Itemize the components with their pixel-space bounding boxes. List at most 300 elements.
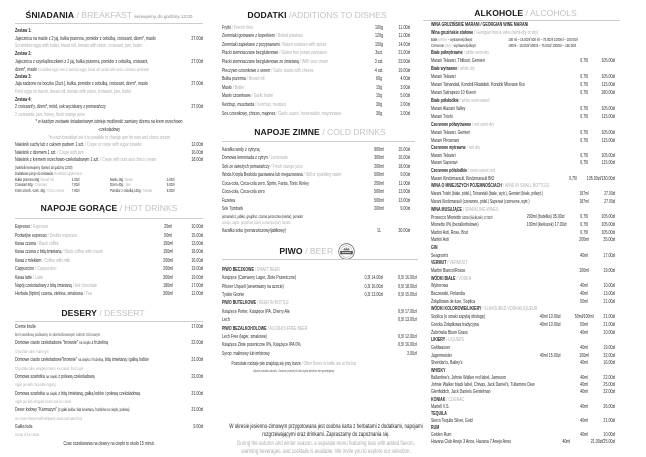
alcohol-color: (red) <box>444 43 451 48</box>
item-price: 5.00zł <box>400 93 411 100</box>
item-name-en: / Baked potatoes with spices <box>281 42 327 48</box>
supplements-label-en: Breakfast supplements: <box>54 170 83 176</box>
dessert-item <box>15 373 203 390</box>
addition-item <box>222 32 417 41</box>
breakfast-title-en: / BREAKFAST <box>76 9 132 20</box>
dessert-price: 22.00zł <box>191 340 204 347</box>
alcohol-item <box>431 81 620 89</box>
dessert-main-row <box>15 356 203 364</box>
addition-item <box>222 41 417 50</box>
item-size: 120g <box>375 33 384 40</box>
dessert-item <box>15 390 203 407</box>
cold-drink-item <box>222 205 417 227</box>
item-name-en: / French fries <box>232 25 253 31</box>
item-size: 30g <box>376 110 383 117</box>
item-size: 150ml <box>163 249 174 256</box>
alcohol-item <box>431 137 620 145</box>
beer-price-large: 0,5l 16.00zł <box>398 342 417 349</box>
alcohol-name: Czerwone <box>431 43 445 48</box>
alcohol-name: Marani Alazani Valley <box>431 106 466 112</box>
item-size: 3szt. <box>375 50 383 57</box>
jam-note <box>15 119 203 142</box>
item-price: 3.00zł <box>400 84 411 91</box>
item-name: Naleśnik z dżemem 1 szt. <box>15 149 57 156</box>
alcohol-price: 10.00zł <box>603 329 616 336</box>
alcohol-volume: 40ml <box>562 439 571 446</box>
alcohol-items <box>431 314 620 337</box>
alcohol-section-title-en: / red dry <box>467 145 480 151</box>
supplement-name: Masło 15g <box>110 176 124 182</box>
beer-price-large: 0,5l 16.00zł <box>398 275 417 282</box>
alcohol-item <box>431 375 620 382</box>
alcohol-item <box>431 222 620 230</box>
supplement-name: Bułka pszenna 60g <box>15 176 40 182</box>
alcohol-item <box>431 389 620 396</box>
hot-drink-item <box>15 223 203 231</box>
item-name-en: / Crepe with jam <box>57 150 83 156</box>
alcohol-item <box>431 360 620 368</box>
set-description-cont: dżem*, masło <box>15 67 37 74</box>
alcohol-section-title: WINA MUSUJĄCE <box>431 206 462 213</box>
beer-item <box>222 333 417 341</box>
item-size: 200ml <box>374 163 385 170</box>
breakfast-title: ŚNIADANIA <box>25 9 75 20</box>
alcohol-items <box>431 153 620 168</box>
alcohol-section <box>431 65 620 97</box>
alcohol-volume: 50ml <box>580 321 589 328</box>
item-price: 2.00zł <box>400 110 411 117</box>
item-price: 15.00zł <box>398 146 411 153</box>
alcohol-section-title: Wina gruzińskie stołowe <box>431 30 474 36</box>
beer-item <box>222 341 417 349</box>
alcohol-volume: 100ml <box>579 352 590 359</box>
alcohol-volume: 40ml <box>580 291 589 298</box>
beer-group <box>222 299 417 324</box>
dessert-sub-row <box>15 365 203 373</box>
alcohol-name: Żubrówka Bison Grass <box>431 329 468 336</box>
syrup-name: Syrop: malinowy lub imbirowy <box>222 350 270 357</box>
alcohol-price: 25.00zł <box>603 382 616 389</box>
desserts-wait-note: Czas oczekiwania na desery na ciepło to około 15 minut. <box>63 440 155 447</box>
supplement-name-en: / Bread roll <box>40 177 54 182</box>
alcohol-section-title-row <box>431 65 620 73</box>
alcohol-items <box>431 253 620 261</box>
item-size: 180ml <box>163 283 174 290</box>
set-description-en: Fried eggs on bacon, bread roll, tomato with onion, croissant, jam, butter <box>15 88 132 95</box>
item-name: Coca-cola, Coca-cola zero, Sprite, Fanta, Tonic Kinley <box>222 180 309 187</box>
item-price: 16.00zł <box>191 257 204 264</box>
item-name: Kawa czarna <box>15 241 36 248</box>
alcohol-name: Soplica (o smaki zapytaj obsługę) <box>431 314 486 321</box>
alcohol-section <box>431 306 620 337</box>
alcohol-section <box>431 397 620 411</box>
cold-drink-row <box>222 197 417 206</box>
bar-note: Pozostałe rodzaje piw znajdują się przy barze <box>231 361 301 367</box>
alcohol-price: 10.00zł <box>603 432 616 439</box>
dessert-item <box>15 323 203 340</box>
addition-item <box>222 67 417 76</box>
set-price: 27.00zł <box>191 104 204 111</box>
alcohol-item <box>431 230 620 238</box>
alcohol-name: Białe <box>431 37 438 42</box>
alcohol-price: 105.00zł <box>601 152 616 159</box>
alcohol-section-title-en: / semi-sweet red <box>468 168 495 174</box>
alcohol-section <box>431 425 620 446</box>
alcohol-section <box>431 168 620 183</box>
alcohol-price: 180.00zł <box>601 90 616 96</box>
alcohol-section-title-row <box>431 168 620 176</box>
dessert-name-detail: na ciepło z frużeliną, <box>78 357 104 363</box>
beer-group-title-row <box>222 325 417 333</box>
alcohol-items <box>431 404 620 411</box>
beer-notes <box>222 360 366 374</box>
set-description-row <box>15 36 203 44</box>
desserts-title-en: / DESSERT <box>99 307 145 318</box>
set-name: Zestaw 3: <box>15 73 32 80</box>
alcohol-volume: 0,75l <box>580 82 589 88</box>
alcohol-item <box>431 439 620 446</box>
hot-drink-item <box>15 282 203 290</box>
item-name: Sos czosnkowy, chrzan, majonez <box>222 110 276 117</box>
item-price: 11.00zł <box>398 180 411 187</box>
alcohol-item <box>431 382 620 389</box>
item-price: 10.00zł <box>191 224 204 231</box>
alcohol-section <box>431 145 620 168</box>
set-description: Jajecznica z szynką/boczkiem z 2 jaj, bułka pszenna, pomidor z cebulką, croissant, <box>15 58 149 65</box>
beer-price-large: 0,5l 13.00zł <box>398 317 417 324</box>
beer-price-large: 0,5l 15.00zł <box>398 291 417 298</box>
breakfast-set <box>15 28 203 51</box>
alcohol-items <box>431 268 620 276</box>
alcohol-section <box>431 121 620 145</box>
alcohol-price: 22.00zł <box>603 375 616 382</box>
alcohol-section-title-row <box>431 368 620 375</box>
item-size: 25ml <box>164 224 173 231</box>
supplement-name-en: / Croissant <box>33 182 47 187</box>
cold-drink-row <box>222 171 417 180</box>
item-price: 18.00zł <box>191 249 204 256</box>
alcohol-volume: 40ml <box>580 360 589 367</box>
alcohol-item <box>431 89 620 97</box>
item-size: 4 szt. <box>374 67 384 74</box>
dessert-description-en: Chocolate cake, fruit in gel <box>15 348 49 354</box>
beer-item <box>222 291 417 299</box>
hot-drink-item <box>15 232 203 240</box>
item-size: 900ml <box>374 146 385 153</box>
alcohol-items <box>431 345 620 368</box>
dessert-sub-row <box>15 398 203 406</box>
item-price: 2.00zł <box>400 102 411 109</box>
item-name: Coca-cola, Coca-cola zero <box>222 189 265 196</box>
alcohol-section <box>431 49 620 65</box>
item-name: Kawa z mlekiem <box>15 257 42 264</box>
dessert-item <box>15 356 203 373</box>
alcohol-items <box>431 105 620 121</box>
alcohol-price: 115.00zł <box>601 160 616 167</box>
alcohol-section-title-row <box>431 425 620 432</box>
cold-drink-row <box>222 163 417 172</box>
supplement-name: Dżem 40g <box>110 182 123 188</box>
alcohol-section-title: WINA GRUZIŃSKIE MARANI / GEORGIAN WINE MARANI <box>431 22 529 28</box>
item-name: Placki ziemniaczane bezglutenowe ze śmietaną <box>222 59 299 66</box>
beer-title: PIWO <box>279 245 303 256</box>
item-size: 50ml <box>164 232 173 239</box>
alcohol-volume: 0,75l <box>580 114 589 120</box>
alcohol-section-title-row <box>431 49 620 57</box>
alcohol-volume: 50ml <box>580 298 589 305</box>
alcohol-item <box>431 160 620 168</box>
item-name-en: / Black coffee with cream <box>62 249 102 255</box>
middle-column <box>222 0 423 457</box>
alcohol-item <box>431 291 620 299</box>
seasonal-pl-line-2: rozgrzewającymi oraz drinkami. Zapraszamy do zapoznania się. <box>262 431 390 438</box>
item-name: Naleśnik z kremem orzechowo-czekoladowym 1 szt. <box>15 157 100 164</box>
addition-item <box>222 84 417 93</box>
item-price: 11.00zł <box>398 24 411 31</box>
alcohol-volume: 0,75l <box>580 58 589 64</box>
set-description-row <box>15 104 203 112</box>
cold-drink-item <box>222 227 417 236</box>
hot-drinks-title: NAPOJE GORĄCE <box>40 202 118 213</box>
syrup-row <box>222 350 417 358</box>
seasonal-pl-line-1: W okresie jesienno-zimowym przygotowana jest osobna karta z herbatami z dodatkami, napojami <box>229 423 423 430</box>
supplement-name-en: / Choco cream <box>46 188 64 193</box>
item-name: Masło <box>222 84 232 91</box>
item-name: Sok Tymbark <box>222 206 244 213</box>
dessert-name: Creme brulle <box>15 323 36 330</box>
left-column <box>15 0 203 457</box>
alcohol-price: 19.00zł <box>603 344 616 351</box>
item-name: Ziemniaki gotowane z koperkiem <box>222 33 275 40</box>
item-name-en: / Crepe with nuts and choco cream <box>100 157 156 163</box>
alcohol-section <box>431 337 620 368</box>
alcohol-name: Marani Kindzmarauli, Kindzmarauli BIO <box>431 175 495 182</box>
dessert-name: Domowe ciasto czekoladowe "brownie" <box>15 340 79 347</box>
item-name: Espresso <box>15 224 31 231</box>
alcohol-volume: 0,75l <box>568 175 577 182</box>
dessert-description-en: Ice cream dessert with whipped cream and warm fruit <box>15 415 83 421</box>
item-price: 9.00zł <box>400 172 411 179</box>
alcohol-volume: 187ml <box>579 198 589 205</box>
item-name: Kawa czarna z bitą śmietaną <box>15 249 62 256</box>
supplement-price: 5.00zł <box>166 182 175 188</box>
alcohol-volume: 40ml <box>580 403 589 410</box>
alcohol-volume: 40ml <box>580 432 589 439</box>
item-name: Placki ziemniaczane bezglutenowe <box>222 50 279 57</box>
beer-price-small: 0,3l 13.00zł <box>364 291 384 298</box>
beer-item <box>222 316 417 324</box>
alcohol-price: 105.00zł <box>601 229 616 236</box>
beer-items <box>222 274 417 299</box>
dessert-name-detail: (2 gałki lodów, bita śmietana, frużelina na ciepło, polewa) <box>57 407 130 413</box>
alcohol-sections <box>431 21 620 446</box>
supplement-name-en: / Jam <box>124 182 131 187</box>
item-name: Herbata (lipton) czarna, zielona, smakowa <box>15 291 83 298</box>
item-size: 300ml <box>374 155 385 162</box>
item-price: 18.00zł <box>191 157 204 164</box>
item-name: Napój czekoladowy z bitą śmietaną <box>15 283 72 290</box>
item-name-en: / Crepe or crepe with sugar powder <box>85 142 142 148</box>
alcohol-volume: 40ml <box>580 283 589 290</box>
alcohol-item <box>431 199 620 207</box>
alcohol-volume: 0,75l <box>580 221 589 228</box>
item-name: Ziemniaki zapiekane z przyprawami <box>222 41 280 48</box>
alcohol-section-title-row <box>431 207 620 215</box>
alcohol-extra-price: 40ml 10.00zł <box>539 314 561 321</box>
alcohol-item <box>431 314 620 322</box>
alcohol-section-title-en: / white semi-dry <box>464 50 489 56</box>
alcohol-section <box>431 183 620 206</box>
alcohol-section-title-en: / red semi-dry <box>472 122 494 128</box>
hot-drinks-title-en: / HOT DRINKS <box>119 202 178 213</box>
beer-name: Pilsner Urquell (serwowany na azocie) <box>222 283 284 290</box>
item-size: 250ml <box>374 180 385 187</box>
alcohol-warning: Alkohol szkodzi zdrowiu. Osobom poniżej 18 roku życia alkoholu nie sprzedajemy. <box>253 369 335 373</box>
alcohol-item <box>431 237 620 245</box>
alcohol-section-title-en: / white semi-sweet <box>460 98 490 104</box>
dessert-price: 31.00zł <box>191 357 204 364</box>
dessert-sub-row <box>15 331 203 339</box>
alcohol-extra-price: 100 ml – 16.00zł/ 500 ml – 75.00zł/ 1000ml – 150.00zł <box>508 37 578 42</box>
alcohol-item <box>431 268 620 276</box>
alcohol-extra-price: 200ml (butelka) 35.00zł <box>526 214 565 221</box>
alcohol-price: 27.00zł <box>604 191 616 198</box>
alcohol-item <box>431 191 620 199</box>
dessert-name: Gałka loda <box>15 423 33 430</box>
item-price: 13.00zł <box>398 197 411 204</box>
alcohol-volume: 0,75l <box>580 229 589 236</box>
alcohol-item <box>431 113 620 121</box>
alcohol-section-title: RUM <box>431 425 440 432</box>
alcohol-section <box>431 21 620 29</box>
alcohol-name: Marani Kindzmarauli (czerwone, półsł.) Saperavi (czerwone, wytr.) <box>431 198 530 205</box>
alcohol-name: Prosecco Mionetto <box>431 215 462 222</box>
seasonal-en-line-2: warming beverages, and cocktails is available. We invite you to explore our selection. <box>241 448 411 455</box>
beer-items <box>222 333 417 350</box>
dessert-name-detail: na ciepło <box>45 390 58 396</box>
alcohol-name: Marani Telavari <box>431 74 456 80</box>
dessert-description: krem waniliowy podawany ze skarmelizowanym cukrem trzcinowym <box>15 332 101 338</box>
item-name-en: / Ketchup, mustard <box>255 102 285 108</box>
alcohol-volume: 0,75l <box>580 90 589 96</box>
item-size: 200ml <box>163 266 174 273</box>
crepe-item <box>15 157 203 165</box>
alcohol-price: 27.00zł <box>604 198 616 205</box>
set-description-en: Scrambled eggs, ham or bacon(2 eggs), bread roll, tomato with onion, croissant, jam/butter <box>38 67 150 73</box>
item-name: Karafka soku (pomarańczowy/jabłkowy) <box>222 227 286 234</box>
set-description: Jaja sadzone na boczku (2szt.), bułka, pomidor z cebulką, croissant, dżem*, masło <box>15 81 148 88</box>
beer-name: Lech Free (lager, smakowe) <box>222 333 267 340</box>
alcohol-extra-price: 100ml (kieliszek) 17.00zł <box>526 221 567 228</box>
jam-note-line-1: * w każdym zestawie śniadaniowym istnieje możliwość zamiany dżemu na krem orzechowo <box>35 119 183 126</box>
alcohol-section-title-en: / WINE IN SMALL BOTTLES <box>503 183 549 189</box>
hot-drinks-list <box>15 223 203 299</box>
item-name-en: / Tea <box>84 291 92 297</box>
alcohol-price: 115.00zł <box>601 138 616 144</box>
juice-flavors: pomarańcz, jabłko, grejpfrut, czarna porzeczka (nektar), pomidor <box>222 213 304 219</box>
alcohol-volume: 0,75l <box>580 74 589 80</box>
dessert-description-en: Chocolate cake, whipped cream, ice cream, fruit in gel <box>15 365 84 371</box>
alcohol-section-title-en: / LIQUERS <box>446 337 464 343</box>
dessert-name-rest: bitą śmietaną i gałką lodów <box>104 357 149 364</box>
item-size: 200ml <box>374 206 385 213</box>
dessert-name: Deser lodowy "Karmazyn" <box>15 407 57 414</box>
dessert-sub-row <box>15 348 203 356</box>
alcohol-item <box>431 105 620 113</box>
supplement-item <box>110 188 203 194</box>
set-description-row <box>15 59 203 67</box>
item-price: 12.00zł <box>191 291 204 298</box>
dessert-sub-row <box>15 381 203 389</box>
item-name: Naleśnik suchy lub z cukrem pudrem 1 szt. <box>15 142 85 149</box>
alcohol-section-title: WHISKY <box>431 367 446 374</box>
juice-flavors-en: orange, apple, grapefruit, black currant(nectar), tomato <box>222 220 291 226</box>
alcohol-name: Mionetto 0% (bezalkoholowe) <box>431 221 479 228</box>
alcohol-name: Marani Saperavi <box>431 160 458 167</box>
item-name-en: / Coffee with milk <box>42 258 70 264</box>
syrup-price: 3.00zł <box>407 350 417 357</box>
alcohol-section-title: WINA O MNIEJSZYCH POJEMNOŚCIACH <box>431 183 502 190</box>
item-name-en: / Cappuccino <box>35 266 56 272</box>
alcohol-item <box>431 253 620 261</box>
item-name-en: / Latte <box>33 275 43 281</box>
hot-drink-item <box>15 248 203 256</box>
item-name: Frytki <box>222 24 231 31</box>
alcohol-price: 26.00zł <box>603 403 616 410</box>
alcohol-price: 32.00zł <box>603 389 616 396</box>
alcohol-price: 105.00zł <box>601 214 616 221</box>
alcohol-price: 13.00zł <box>603 291 616 298</box>
supplement-price: 4.00zł <box>71 176 80 182</box>
addition-item <box>222 24 417 33</box>
alcohol-name: Marani Telavari <box>431 152 456 159</box>
alcohol-section-title: Czerwone półwytrawne <box>431 122 472 128</box>
cold-drink-item <box>222 197 417 206</box>
alcohol-item <box>431 432 620 439</box>
additions-list <box>222 24 417 119</box>
alcohol-volume: 0,75l <box>580 214 589 221</box>
alcohol-name: Martini Asti <box>431 237 449 244</box>
alcohol-section-title-en: / VODKA <box>456 276 471 282</box>
item-size: 300ml <box>163 274 174 281</box>
beer-price-large: 0,5l 17.00zł <box>398 308 417 315</box>
item-price: 17.00zł <box>191 283 204 290</box>
item-name: Pieczywo czosnkowe z serem <box>222 67 271 74</box>
item-size: 30g <box>376 102 383 109</box>
alcohol-section-title-row <box>431 29 620 37</box>
alcohol-name: Baczewski, Finlandia <box>431 291 465 298</box>
alcohol-section-title: TEQUILA <box>431 410 447 417</box>
supplement-price: 3.00zł <box>166 176 175 182</box>
alcohol-volume: 40ml <box>580 417 589 424</box>
alcohol-section <box>431 276 620 307</box>
addition-item <box>222 110 417 119</box>
alcohol-volume: 40ml <box>580 389 589 396</box>
item-price: 13.00zł <box>191 241 204 248</box>
alcohol-section-title-row <box>431 337 620 345</box>
item-name-en: / Garlic sauce, horseradish, mayonnaise <box>276 111 341 117</box>
alcohol-item <box>431 418 620 425</box>
alcohol-price: 115.00zł <box>601 82 616 88</box>
item-name-en: / Garlic toasts with cheese <box>271 68 313 74</box>
beer-items <box>222 308 417 325</box>
alcohol-name: Havana Club Anejo 3 Anos, Havana 7 Anejo Anos <box>431 439 511 446</box>
beer-name: Książęce Złote pszeniczne 0%, Książęce IPA 0% <box>222 342 301 349</box>
item-size: 100g <box>375 24 384 31</box>
alcohol-section-title: WÓDKI BIAŁE <box>431 275 456 282</box>
supplement-name: Krem orzech.-czek. 40g <box>15 188 45 194</box>
beer-name: Tyskie Gronie <box>222 291 245 298</box>
